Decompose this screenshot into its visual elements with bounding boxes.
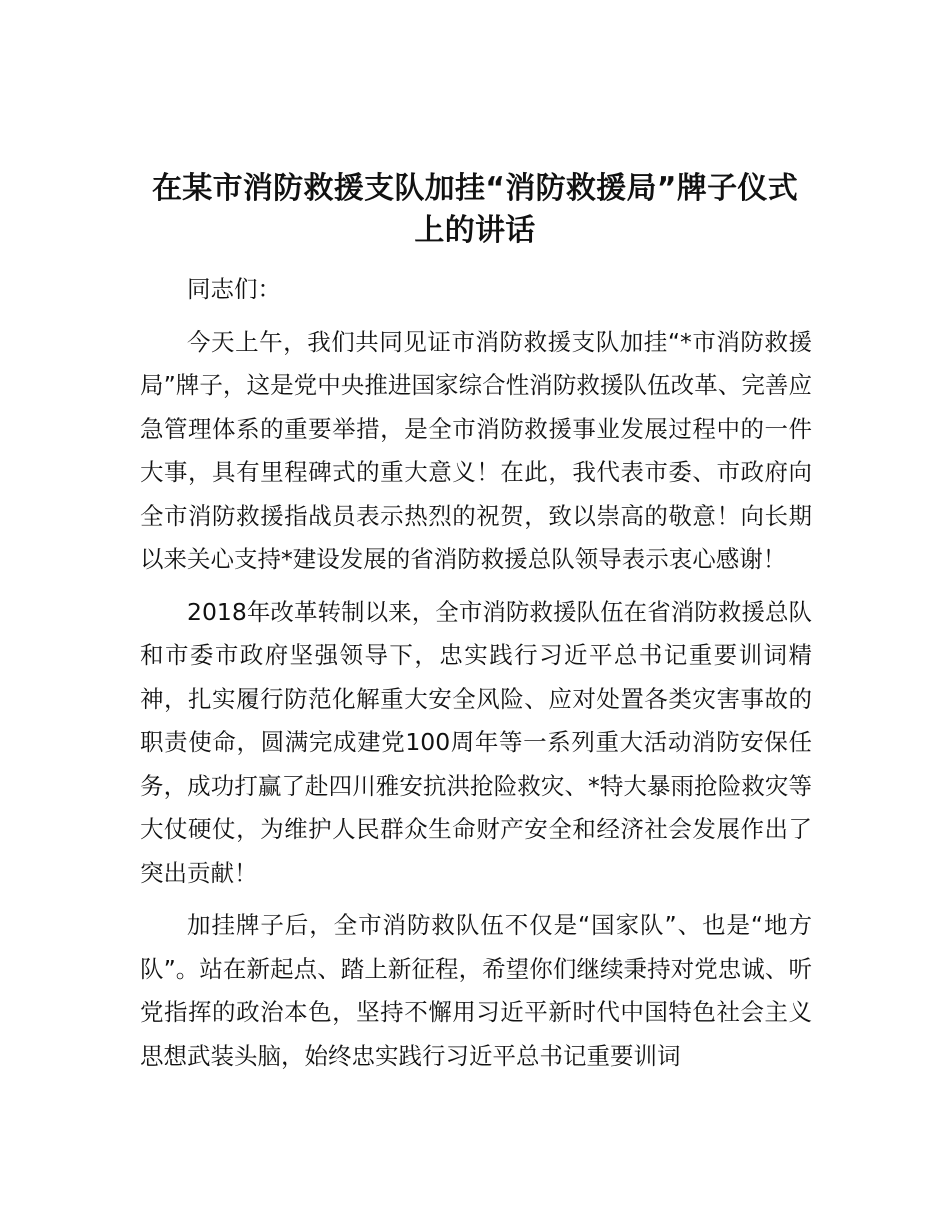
paragraph-1: 今天上午，我们共同见证市消防救援支队加挂“*市消防救援局”牌子，这是党中央推进国家综合性消防救援队伍改革、完善应急管理体系的重要举措，是全市消防救援事业发展过程中的一件大事，具有里程碑式的重大意义！在此，我代表市委、市政府向全市消防救援指战员表示热烈的祝贺，致以崇高的敬意！向长期以来关心支持*建设发展的省消防救援总队领导表示衷心感谢！ <box>140 327 812 573</box>
paragraph-2: 2018年改革转制以来，全市消防救援队伍在省消防救援总队和市委市政府坚强领导下，忠实践行习近平总书记重要训词精神，扎实履行防范化解重大安全风险、应对处置各类灾害事故的职责使命，圆满完成建党100周年等一系列重大活动消防安保任务，成功打赢了赴四川雅安抗洪抢险救灾、*特大暴雨抢险救灾等大仗硬仗，为维护人民群众生命财产安全和经济社会发展作出了突出贡献！ <box>140 597 812 887</box>
document-body <box>140 268 812 1087</box>
paragraph-3: 加挂牌子后，全市消防救队伍不仅是“国家队”、也是“地方队”。站在新起点、踏上新征程，希望你们继续秉持对党忠诚、听党指挥的政治本色，坚持不懈用习近平新时代中国特色社会主义思想武装头脑，始终忠实践行习近平总书记重要训词 <box>140 911 812 1070</box>
salutation: 同志们： <box>187 275 281 303</box>
document-title: 在某市消防救援支队加挂“消防救援局”牌子仪式上的讲话 <box>151 171 799 248</box>
